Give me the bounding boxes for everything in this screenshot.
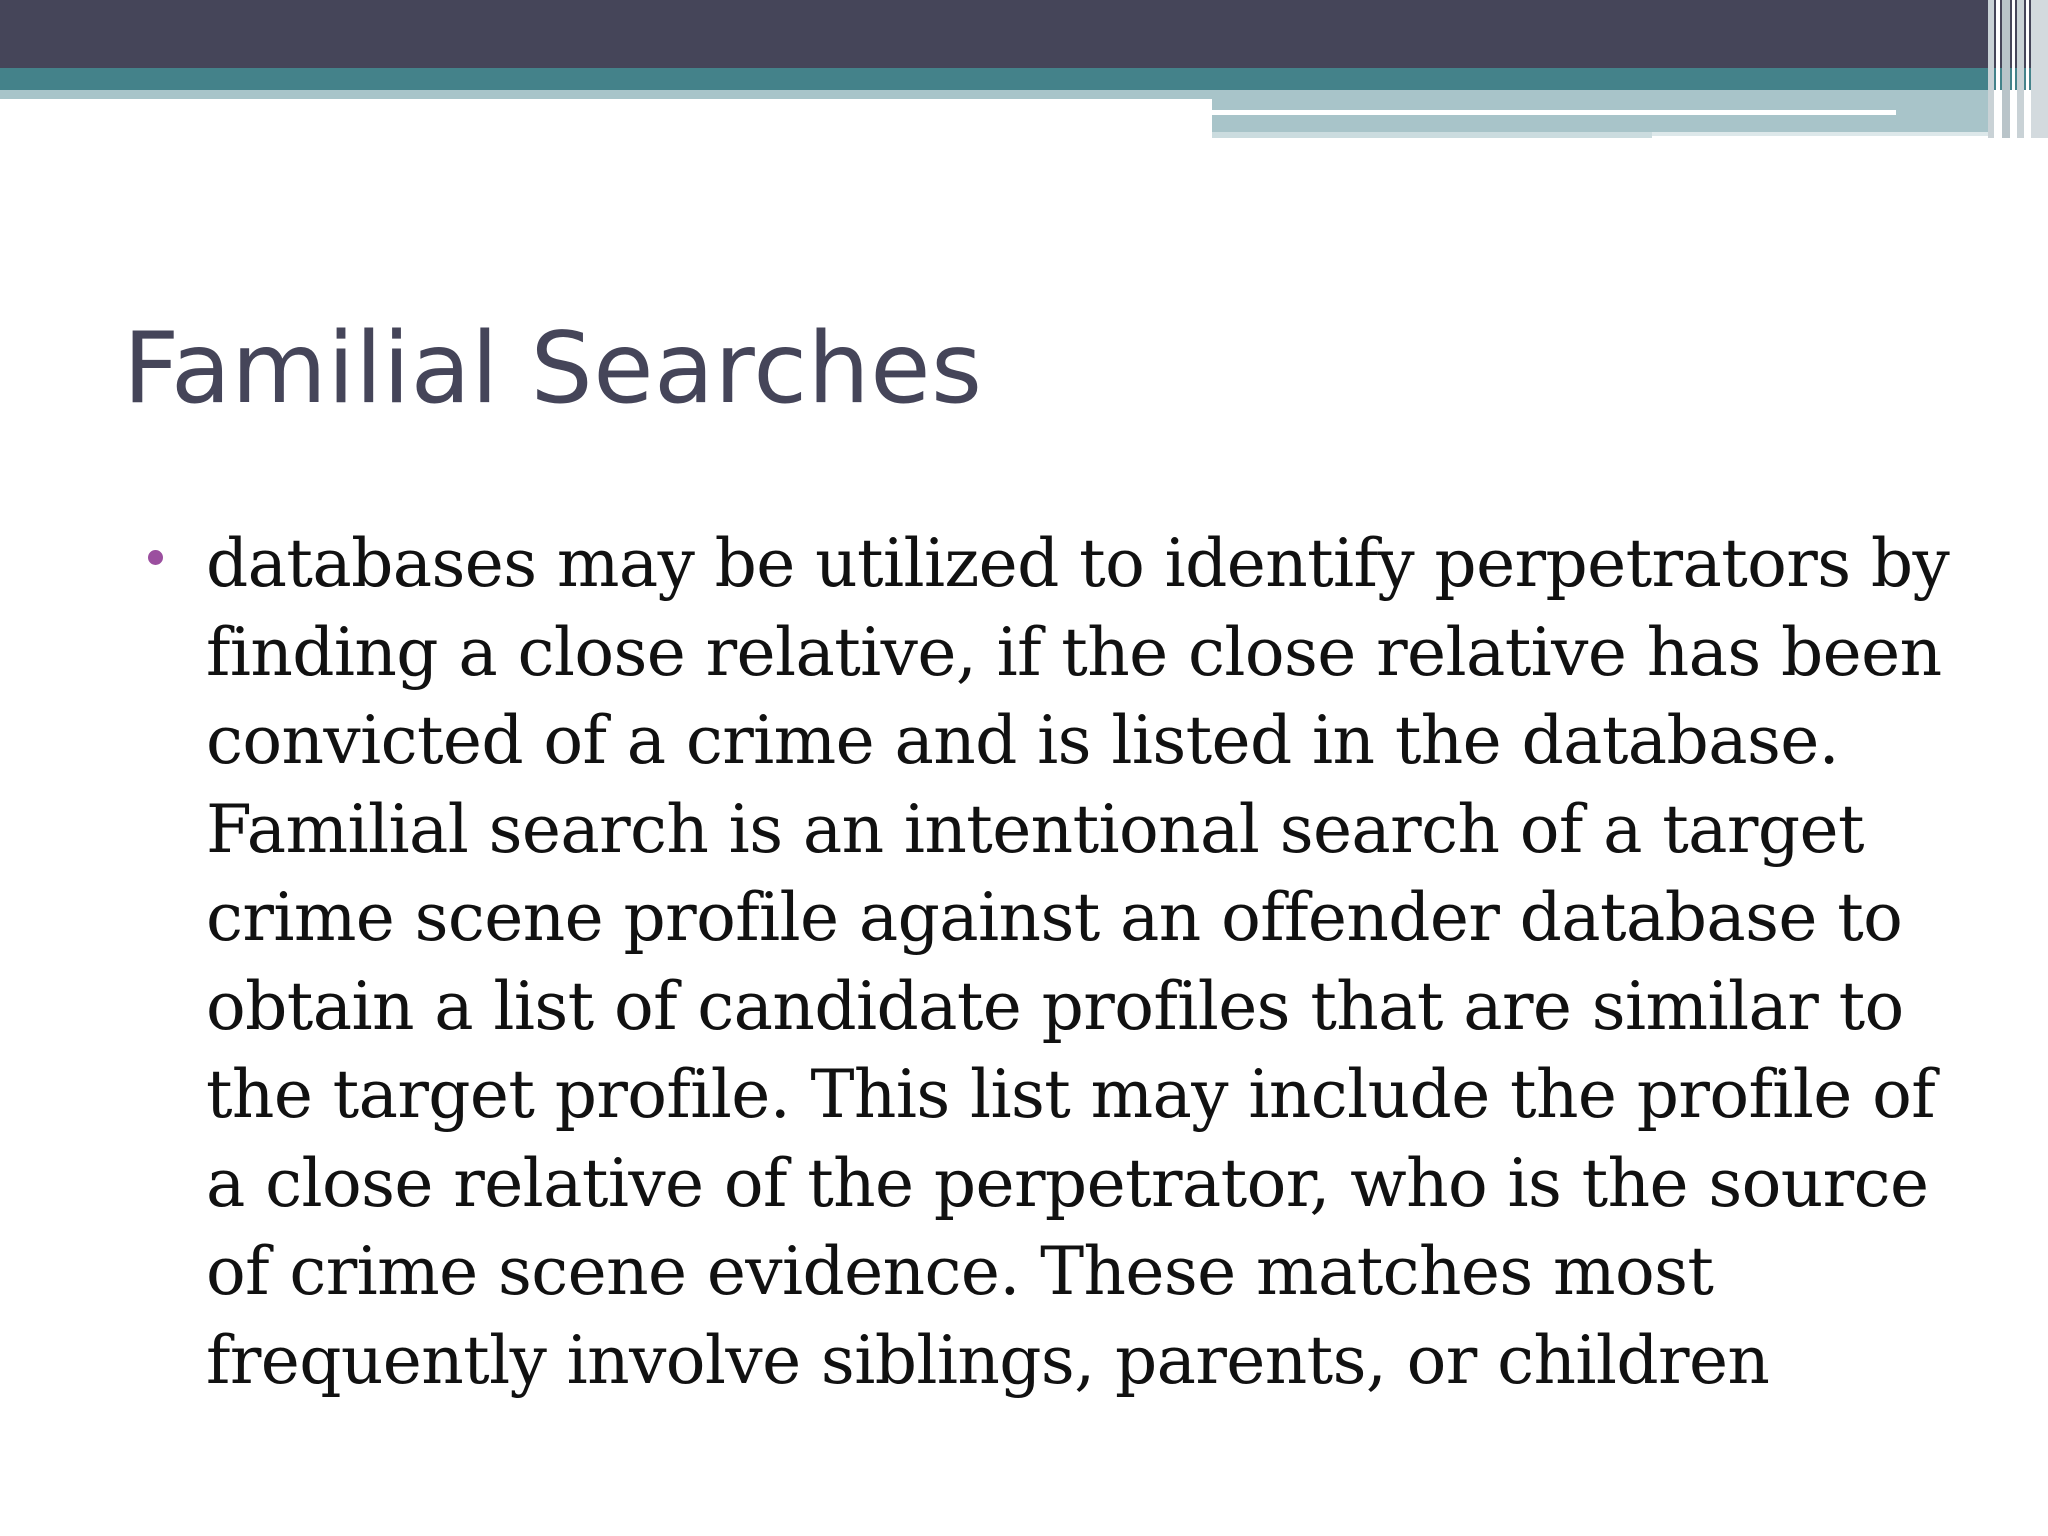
edge-stripe [2002, 0, 2010, 138]
header-band-dark [0, 0, 2048, 68]
edge-stripe [2012, 0, 2015, 138]
bullet-list [140, 520, 1950, 1405]
edge-stripe [2031, 0, 2048, 138]
header-band-light-left [0, 90, 1212, 99]
slide-title: Familial Searches [123, 312, 983, 426]
bullet-line: databases may be utilized to identify perpetrators by [206, 525, 1950, 602]
edge-stripe [1988, 0, 1994, 138]
bullet-item [140, 520, 1950, 1405]
bullet-line: of crime scene evidence. These matches most [206, 1233, 1714, 1310]
header-band-teal [0, 68, 2048, 90]
header-soft-line [1212, 132, 1652, 138]
header-white-line [1212, 110, 1896, 115]
bullet-line: a close relative of the perpetrator, who is the source [206, 1144, 1929, 1222]
header-soft-line-2 [1652, 132, 1992, 136]
bullet-dot-icon [148, 550, 163, 565]
bullet-line: frequently involve siblings, parents, or children [206, 1321, 1770, 1399]
bullet-line: convicted of a crime and is listed in the database. [206, 702, 1840, 779]
edge-stripe [2026, 0, 2029, 138]
bullet-line: Familial search is an intentional search of a target [206, 790, 1864, 868]
bullet-line: obtain a list of candidate profiles that are similar to [206, 967, 1904, 1045]
edge-stripe [1996, 0, 2000, 138]
bullet-line: crime scene profile against an offender database to [206, 879, 1903, 956]
edge-stripe [2017, 0, 2024, 138]
bullet-line: the target profile. This list may include the profile of [206, 1056, 1936, 1133]
bullet-line: finding a close relative, if the close relative has been [206, 613, 1942, 691]
